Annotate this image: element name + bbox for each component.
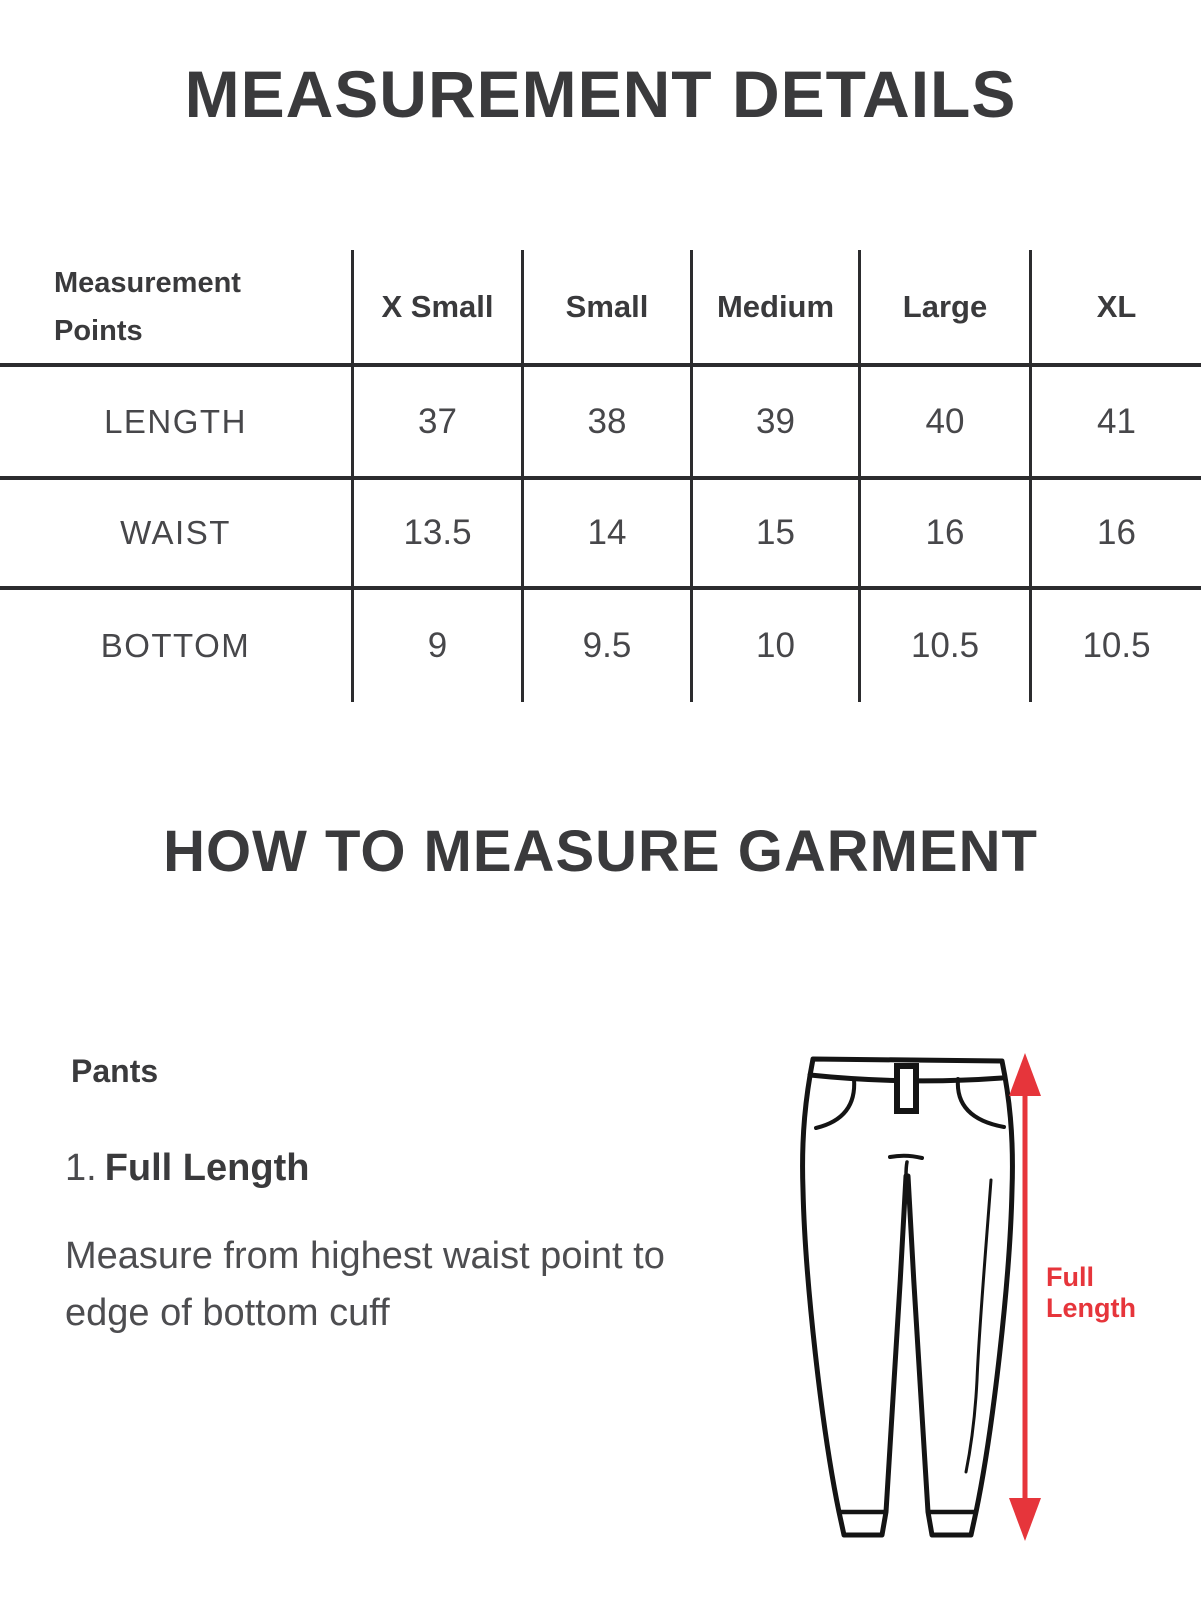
row-label-cell: WAIST [0, 480, 354, 586]
table-cell: 16 [861, 480, 1032, 586]
table-cell: 38 [524, 367, 693, 476]
row-label-cell: LENGTH [0, 367, 354, 476]
table-row-waist [0, 480, 1201, 590]
step-title [65, 1147, 309, 1190]
arrow-label-line1: Full [1046, 1262, 1094, 1292]
table-cell: 41 [1097, 401, 1136, 441]
table-cell: 10 [693, 590, 861, 702]
step-number: 1. [65, 1147, 97, 1189]
size-chart-table [0, 250, 1201, 702]
table-cell: 10.5 [861, 590, 1032, 702]
table-row-bottom [0, 590, 1201, 702]
table-cell: 39 [693, 367, 861, 476]
table-cell: 37 [354, 367, 524, 476]
col-header-small: Small [524, 250, 693, 363]
measurement-points-label: Measurement Points [54, 266, 241, 347]
step-description: Measure from highest waist point to edge of bottom cuff [65, 1235, 665, 1334]
col-header-large: Large [861, 250, 1032, 363]
table-cell: 9.5 [524, 590, 693, 702]
row-label-cell: BOTTOM [0, 590, 354, 702]
page-title: MEASUREMENT DETAILS [184, 57, 1017, 131]
table-cell: 10.5 [1082, 626, 1151, 665]
col-header-xsmall: X Small [354, 250, 524, 363]
full-length-arrow-label [1046, 1262, 1136, 1324]
garment-type-label: Pants [71, 1053, 159, 1089]
table-header-row [0, 250, 1201, 367]
section-title: HOW TO MEASURE GARMENT [163, 819, 1038, 884]
table-cell: 14 [524, 480, 693, 586]
full-length-arrow [1009, 1053, 1041, 1541]
col-header-medium: Medium [693, 250, 861, 363]
table-cell: 9 [354, 590, 524, 702]
step-name: Full Length [104, 1147, 310, 1189]
table-cell: 16 [1097, 513, 1136, 552]
table-cell: 13.5 [354, 480, 524, 586]
table-corner-cell [0, 250, 354, 363]
table-cell: 40 [861, 367, 1032, 476]
table-row-length [0, 367, 1201, 480]
col-header-xl: XL [1096, 288, 1137, 324]
arrow-label-line2: Length [1046, 1293, 1136, 1323]
table-cell: 15 [693, 480, 861, 586]
